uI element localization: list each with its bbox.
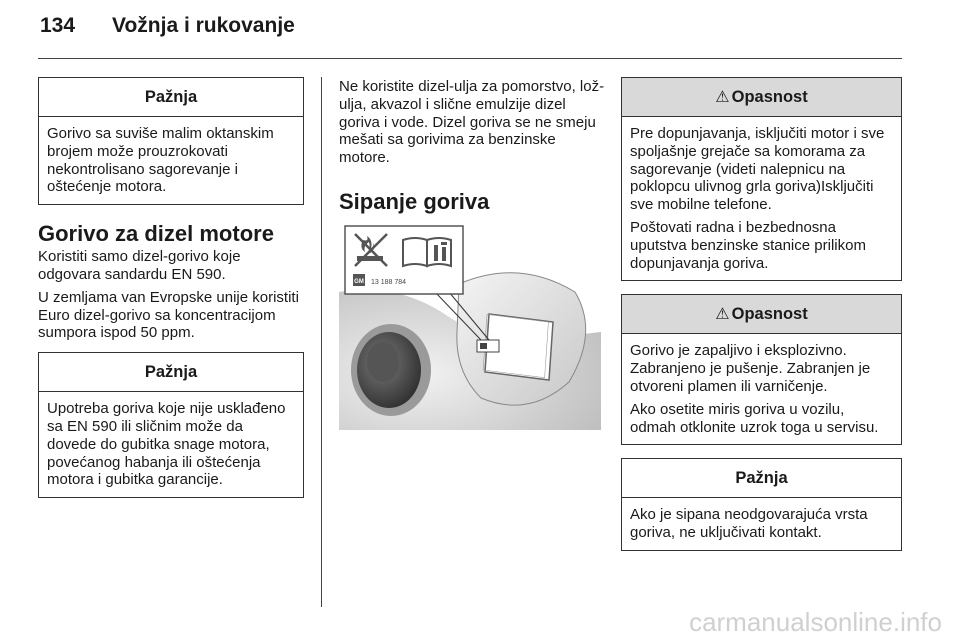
danger-title: Opasnost <box>731 87 808 106</box>
read-manual-icon <box>403 238 451 266</box>
warning-triangle-icon: ⚠ <box>715 306 730 324</box>
section-heading-diesel: Gorivo za dizel motore <box>38 221 274 247</box>
right-column <box>621 77 902 551</box>
danger-box-refuel <box>621 77 902 281</box>
notice-text: Gorivo sa suviše malim oktanskim brojem može prouzrokovati nekontrolisano sagorevanje i oštećenje motora. <box>47 125 274 196</box>
danger-header <box>622 78 901 117</box>
gm-badge-text: GM <box>354 279 364 285</box>
danger-header <box>622 295 901 334</box>
notice-text: Ako je sipana neodgovarajuća vrsta goriva, ne uključivati kontakt. <box>630 506 868 542</box>
danger-text: Ako osetite miris goriva u vozilu, odmah otklonite uzrok toga u servisu. <box>630 400 879 436</box>
section-heading-refuel: Sipanje goriva <box>339 188 490 214</box>
column-divider <box>321 77 322 607</box>
notice-box-en590 <box>38 352 304 498</box>
notice-title: Pažnja <box>39 353 303 392</box>
label-number: 13 188 784 <box>371 279 407 286</box>
warning-triangle-icon: ⚠ <box>715 89 730 106</box>
notice-text: Upotreba goriva koje nije usklađeno sa EN 590 ili sličnim može da dovede do gubitka snage motora, povećanog habanja ili oštećenja motora i gubitka garancije. <box>47 400 286 489</box>
notice-box-wrong-fuel <box>621 458 902 551</box>
paragraph: U zemljama van Evropske unije koristiti Euro dizel-gorivo sa koncentracijom sumpora ispod 50 ppm. <box>38 288 299 342</box>
danger-title: Opasnost <box>731 304 808 323</box>
danger-box-flammable <box>621 294 902 445</box>
chapter-title: Vožnja i rukovanje <box>112 14 295 37</box>
middle-column <box>339 78 609 215</box>
danger-text: Poštovati radna i bezbednosna uputstva benzinske stanice prilikom dopunjavanja goriva. <box>630 218 866 272</box>
danger-text: Gorivo je zapaljivo i eksplozivno. Zabranjeno je pušenje. Zabranjen je otvoreni plamen ili varničenje. <box>630 342 871 395</box>
danger-text: Pre dopunjavanja, isključiti motor i sve spoljašnje grejače sa komorama za sagorevanje (videti nalepnicu na poklopcu ulivnog grla goriva)Isključiti sve mobilne telefone. <box>630 125 885 214</box>
fuel-filler-illustration <box>339 222 601 430</box>
paragraph: Koristiti samo dizel-gorivo koje odgovara sandardu EN 590. <box>38 248 241 283</box>
page-number: 134 <box>40 14 76 37</box>
watermark: carmanualsonline.info <box>689 607 942 637</box>
notice-title: Pažnja <box>39 78 303 117</box>
notice-title: Pažnja <box>622 459 901 498</box>
paragraph: Ne koristite dizel-ulja za pomorstvo, lož-ulja, akvazol i slične emulzije dizel goriva i vode. Dizel goriva se ne smeju mešati sa gorivima za benzinske motore. <box>339 78 605 167</box>
header-rule <box>38 58 902 59</box>
notice-box-octane <box>38 77 304 205</box>
left-column <box>38 77 304 498</box>
